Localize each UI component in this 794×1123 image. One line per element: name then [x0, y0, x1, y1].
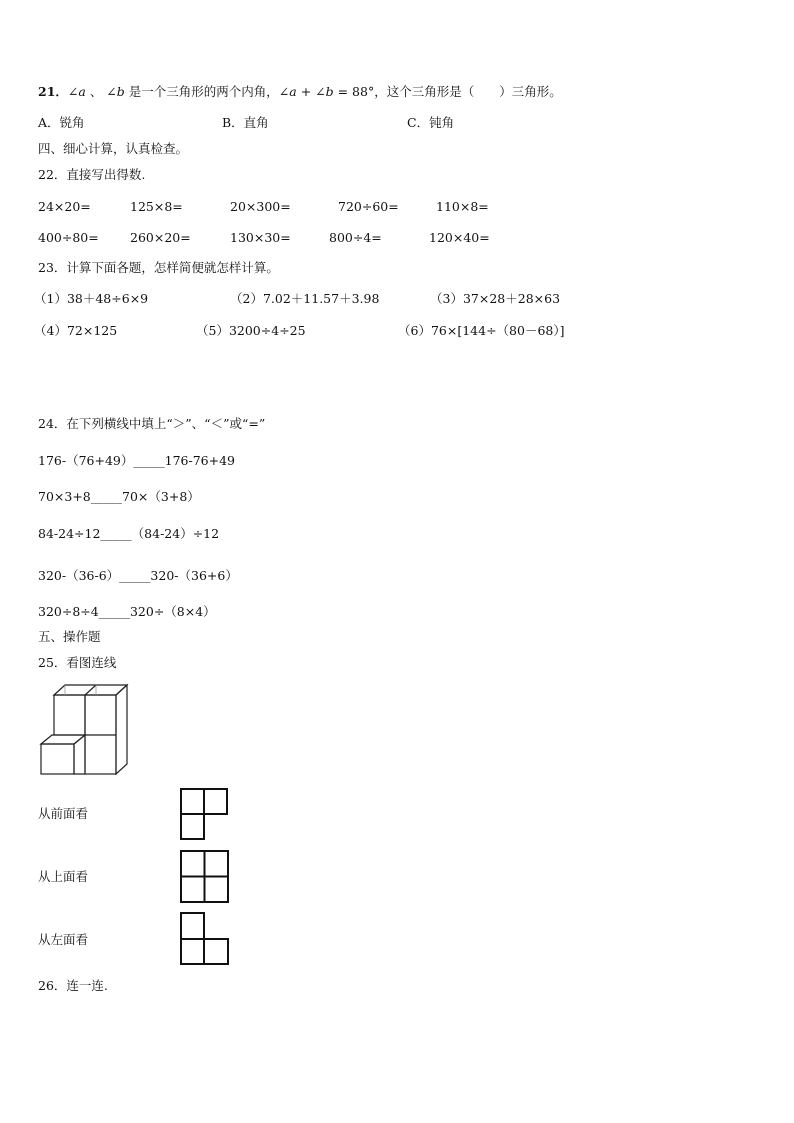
- q21-option-c: C．钝角: [407, 115, 455, 130]
- q22-item: 110×8=: [436, 199, 489, 214]
- q25-title: 25．看图连线: [38, 655, 117, 670]
- section-5-heading: 五、操作题: [38, 629, 101, 644]
- q24-item: 70×3+8_____70×（3+8）: [38, 489, 200, 504]
- q23-item: （4）72×125: [34, 323, 118, 338]
- q22-item: 400÷80=: [38, 230, 99, 245]
- q23-title: 23．计算下面各题，怎样简便就怎样计算。: [38, 260, 279, 275]
- q24-item: 84-24÷12_____（84-24）÷12: [38, 526, 220, 541]
- q21-stem: 21．∠a 、 ∠b 是一个三角形的两个内角，∠a + ∠b = 88°，这个三角形是（ ）三角形。: [38, 84, 562, 99]
- q23-item: （3）37×28＋28×63: [430, 291, 561, 306]
- view-label-front: 从前面看: [38, 806, 89, 821]
- cube-stack-figure: [38, 684, 132, 780]
- q21-option-b: B．直角: [222, 115, 269, 130]
- view-label-top: 从上面看: [38, 869, 89, 884]
- q21-option-a: A．锐角: [38, 115, 85, 130]
- q22-item: 260×20=: [130, 230, 191, 245]
- q24-title: 24．在下列横线中填上“＞”、“＜”或“=”: [38, 416, 266, 431]
- q21-number: 21．: [38, 84, 68, 99]
- view-shape-left[interactable]: [180, 912, 230, 966]
- q23-item: （6）76×[144÷（80－68）]: [398, 323, 565, 338]
- q22-item: 20×300=: [230, 199, 291, 214]
- q22-item: 24×20=: [38, 199, 91, 214]
- q22-item: 130×30=: [230, 230, 291, 245]
- view-shape-front[interactable]: [180, 788, 230, 840]
- q24-item: 176-（76+49）_____176-76+49: [38, 453, 235, 468]
- q22-item: 120×40=: [429, 230, 490, 245]
- view-shape-top[interactable]: [180, 850, 230, 904]
- q22-title: 22．直接写出得数.: [38, 167, 146, 182]
- section-4-heading: 四、细心计算，认真检查。: [38, 141, 189, 156]
- q23-item: （5）3200÷4÷25: [196, 323, 306, 338]
- q26-title: 26．连一连.: [38, 978, 108, 993]
- view-label-left: 从左面看: [38, 932, 89, 947]
- q22-item: 720÷60=: [338, 199, 399, 214]
- q24-item: 320-（36-6）_____320-（36+6）: [38, 568, 238, 583]
- q22-item: 125×8=: [130, 199, 183, 214]
- q23-item: （1）38＋48÷6×9: [34, 291, 149, 306]
- q23-item: （2）7.02＋11.57＋3.98: [230, 291, 380, 306]
- q24-item: 320÷8÷4_____320÷（8×4）: [38, 604, 216, 619]
- q22-item: 800÷4=: [329, 230, 382, 245]
